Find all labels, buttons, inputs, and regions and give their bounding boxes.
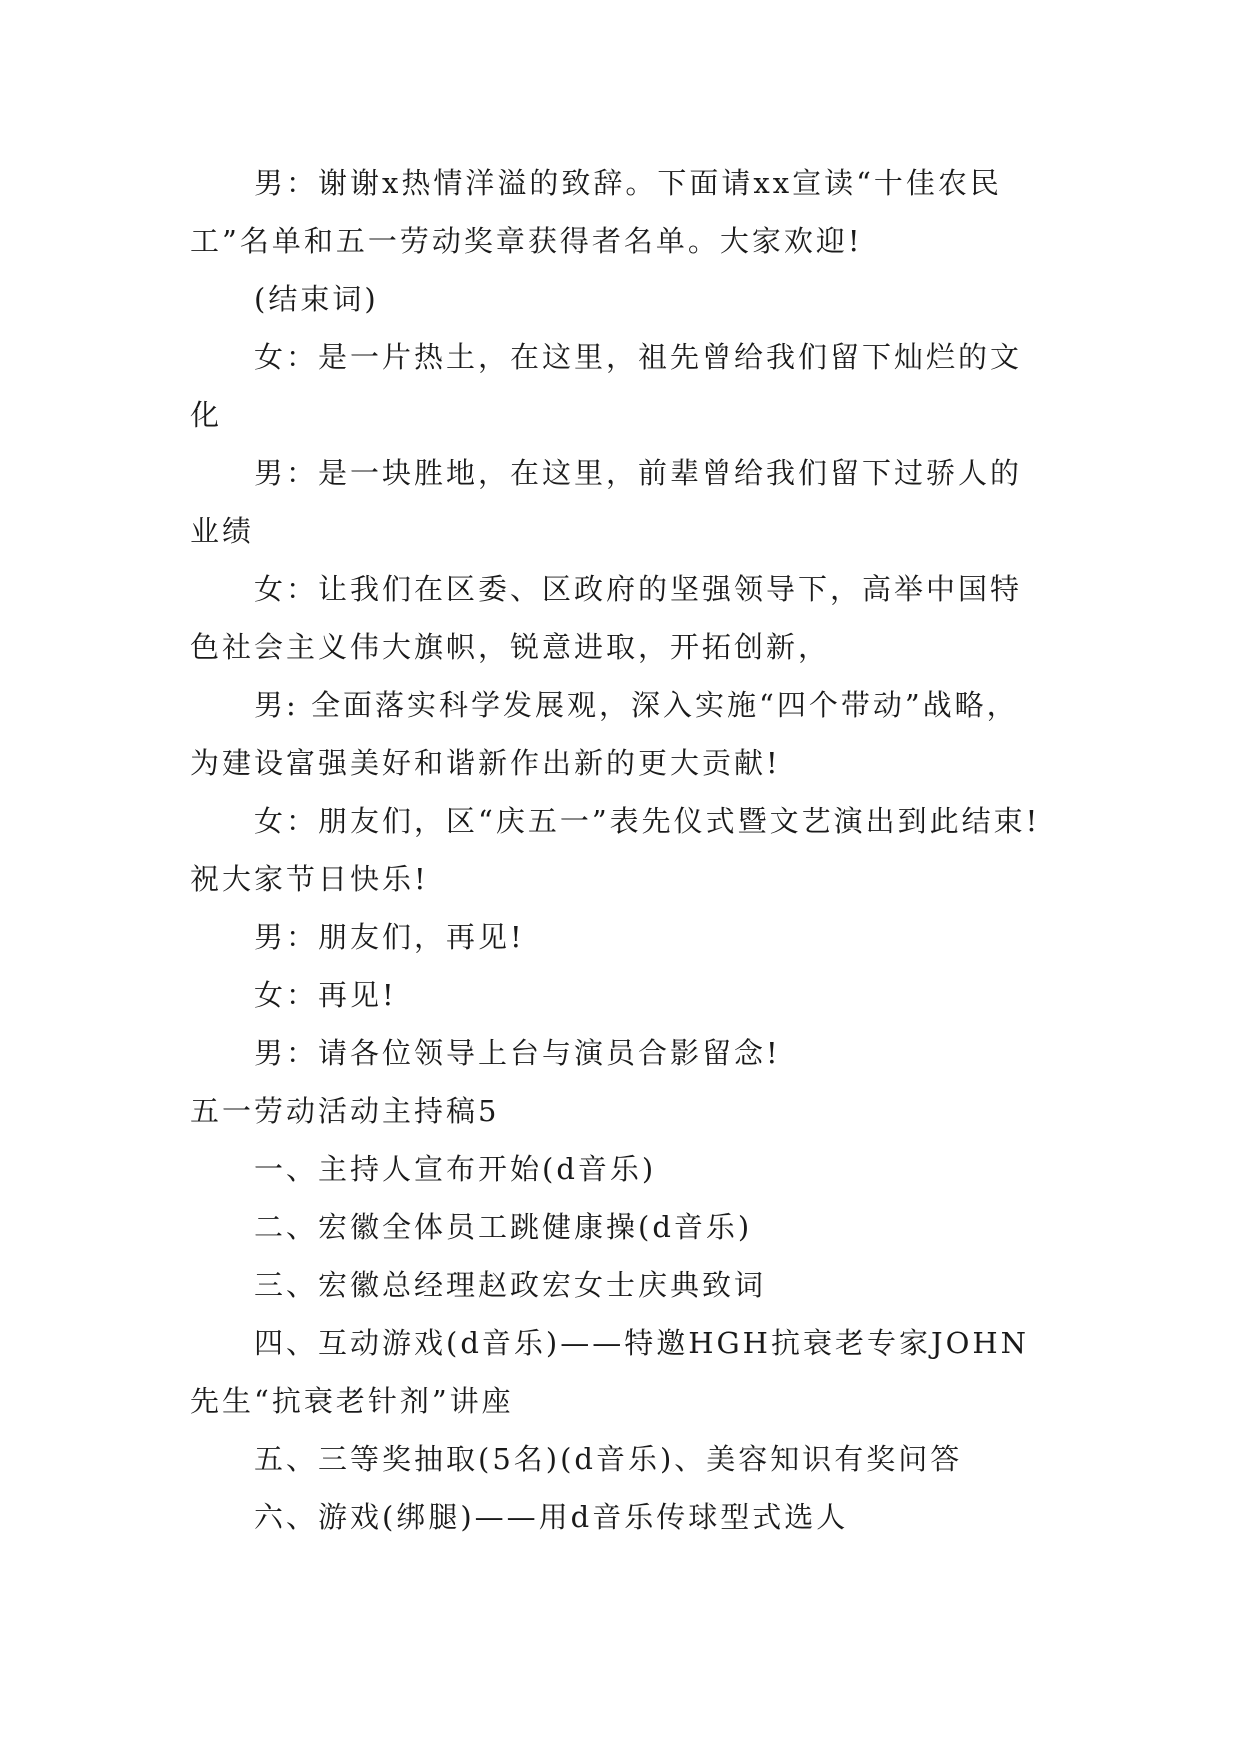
paragraph: 女：是一片热土，在这里，祖先曾给我们留下灿烂的文化 — [190, 340, 1023, 432]
paragraph: 女：让我们在区委、区政府的坚强领导下，高举中国特色社会主义伟大旗帜，锐意进取，开拓创新， — [190, 572, 1023, 664]
agenda-item: 六、游戏(绑腿)——用d音乐传球型式选人 — [254, 1500, 849, 1534]
agenda-item: 五、三等奖抽取(5名)(d音乐)、美容知识有奖问答 — [254, 1442, 963, 1476]
agenda-item: 一、主持人宣布开始(d音乐) — [254, 1152, 657, 1186]
agenda-item: 三、宏徽总经理赵政宏女士庆典致词 — [254, 1268, 767, 1302]
document-body — [190, 154, 1050, 1546]
paragraph: 女：朋友们，区“庆五一”表先仪式暨文艺演出到此结束!祝大家节日快乐! — [190, 804, 1041, 896]
section-heading: 五一劳动活动主持稿5 — [190, 1094, 500, 1128]
agenda-item: 二、宏徽全体员工跳健康操(d音乐) — [254, 1210, 753, 1244]
paragraph: 男：是一块胜地，在这里，前辈曾给我们留下过骄人的业绩 — [190, 456, 1023, 548]
paragraph: 男: 全面落实科学发展观，深入实施“四个带动”战略，为建设富强美好和谐新作出新的更大贡献! — [190, 688, 1019, 780]
paragraph: (结束词) — [254, 282, 379, 316]
paragraph: 男：朋友们，再见! — [254, 920, 525, 954]
paragraph: 男：谢谢x热情洋溢的致辞。下面请xx宣读“十佳农民工”名单和五一劳动奖章获得者名单。大家欢迎! — [190, 166, 1002, 258]
agenda-item: 四、互动游戏(d音乐)——特邀HGH抗衰老专家JOHN先生“抗衰老针剂”讲座 — [190, 1326, 1030, 1418]
paragraph: 女：再见! — [254, 978, 397, 1012]
paragraph: 男：请各位领导上台与演员合影留念! — [254, 1036, 781, 1070]
